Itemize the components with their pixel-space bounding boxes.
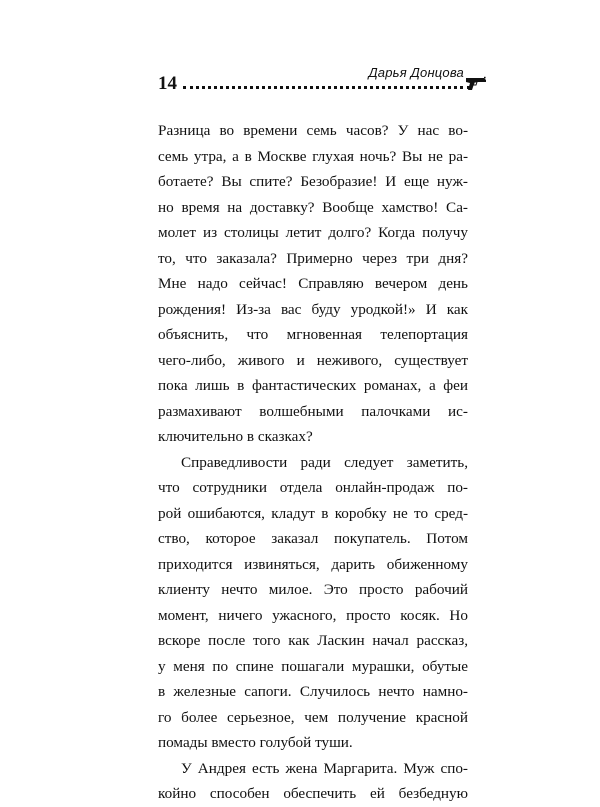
text-line: молет из столицы летит долго? Когда получу [158,224,468,241]
text-line: ботаете? Вы спите? Безобразие! И еще нуж- [158,173,468,190]
text-line: размахивают волшебными палочками ис- [158,402,468,420]
text-line: но время на доставку? Вообще хамство! Са- [158,198,468,216]
dotted-leader [183,86,470,89]
pistol-icon [464,76,488,92]
page-number: 14 [158,73,177,94]
paragraph-2 [158,450,468,756]
text-line: ство, которое заказал покупатель. Потом [158,530,468,547]
text-line: вскоре после того как Ласкин начал рассказ, [158,632,468,649]
text-line: то, что заказала? Примерно через три дня? [158,249,468,267]
text-line: клиенту нечто милое. Это просто рабочий [158,581,468,598]
text-line: момент, ничего ужасного, просто косяк. Но [158,606,468,624]
text-line: У Андрея есть жена Маргарита. Муж спо- [181,759,468,777]
text-line: го более серьезное, чем получение красной [158,708,468,726]
text-line: Разница во времени семь часов? У нас во- [158,122,468,139]
running-header [158,66,488,106]
text-line: пока лишь в фантастических романах, а феи [158,377,468,394]
text-line: ключительно в сказках? [158,428,313,445]
text-line: койно способен обеспечить ей безбедную [158,785,468,802]
text-line: Справедливости ради следует заметить, [181,453,468,471]
text-line: Мне надо сейчас! Справляю вечером день [158,275,468,292]
text-line: семь утра, а в Москве глухая ночь? Вы не ра- [158,147,468,165]
text-line: помады вместо голубой туши. [158,734,353,751]
text-line: рождения! Из-за вас буду уродкой!» И как [158,300,468,318]
text-line: рой ошибаются, кладут в коробку не то сред- [158,504,468,522]
body-text [158,118,468,807]
text-line: в железные сапоги. Случилось нечто намно- [158,683,468,700]
text-line: приходится извиняться, дарить обиженному [158,555,468,573]
paragraph-3 [158,756,468,807]
paragraph-1 [158,118,468,450]
text-line: чего-либо, живого и неживого, существует [158,351,468,369]
text-line: что сотрудники отдела онлайн-продаж по- [158,479,468,496]
text-line: объяснить, что мгновенная телепортация [158,326,468,343]
author-name: Дарья Донцова [368,65,464,80]
text-line: у меня по спине пошагали мурашки, обутые [158,657,468,675]
